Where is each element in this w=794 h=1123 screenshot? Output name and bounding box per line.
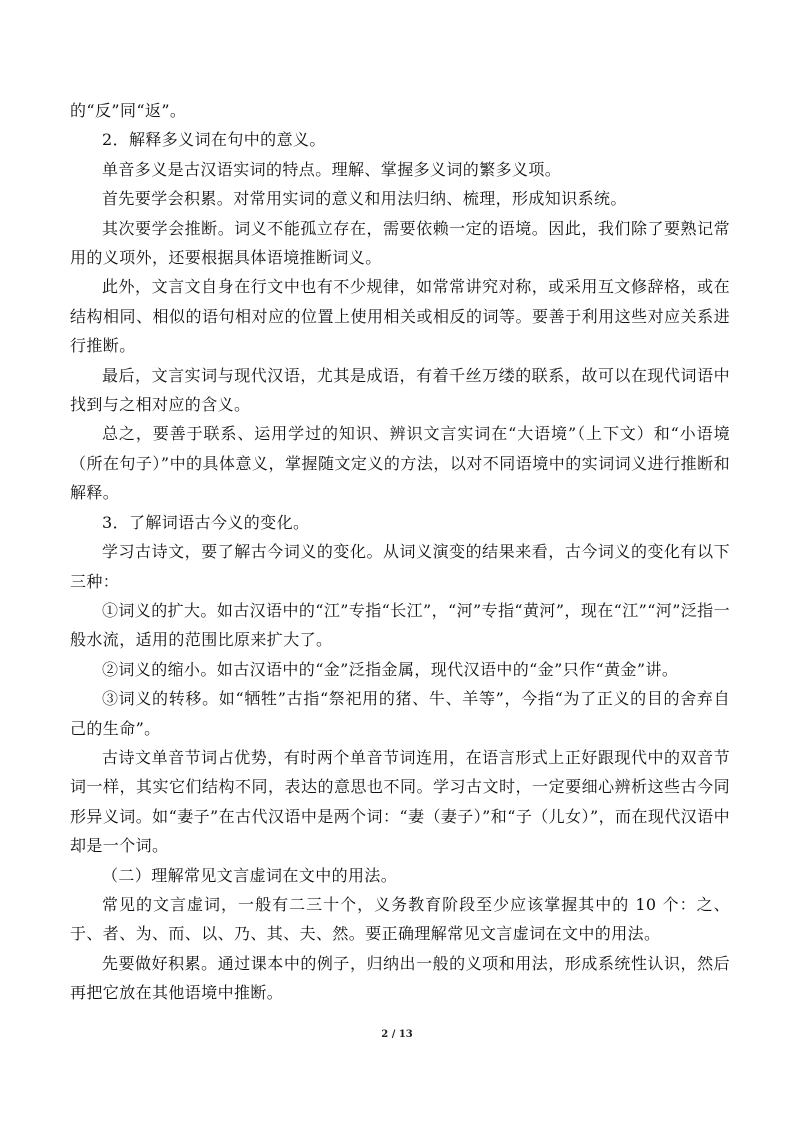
list-heading: 3．了解词语古今义的变化。 — [102, 512, 310, 532]
paragraph: 此外，文言文自身在行文中也有不少规律，如常常讲究对称，或采用互文修辞格，或在结构相同、相似的语句相对应的位置上使用相关或相反的词等。要善于利用这些对应关系进行推断。 — [70, 277, 730, 356]
paragraph: 其次要学会推断。词义不能孤立存在，需要依赖一定的语境。因此，我们除了要熟记常用的义项外，还要根据具体语境推断词义。 — [70, 218, 730, 268]
document-body — [70, 96, 730, 1008]
paragraph: 学习古诗文，要了解古今词义的变化。从词义演变的结果来看，古今词义的变化有以下三种： — [70, 542, 730, 591]
list-item: ①词义的扩大。如古汉语中的“江”专指“长江”，“河”专指“黄河”，现在“江”“河”泛指一般水流，适用的范围比原来扩大了。 — [70, 600, 730, 650]
paragraph: 首先要学会积累。对常用实词的意义和用法归纳、梳理，形成知识系统。 — [102, 189, 627, 209]
paragraph: 古诗文单音节词占优势，有时两个单音节词连用，在语言形式上正好跟现代中的双音节词一样，其实它们结构不同，表达的意思也不同。学习古文时，一定要细心辨析这些古今同形异义词。如“妻子”在古代汉语中是两个词：“妻（妻子）”和“子（儿女）”，而在现代汉语中却是一个词。 — [70, 747, 730, 856]
list-item: ②词义的缩小。如古汉语中的“金”泛指金属，现代汉语中的“金”只作“黄金”讲。 — [102, 659, 679, 679]
paragraph: 先要做好积累。通过课本中的例子，归纳出一般的义项和用法，形成系统性认识，然后再把它放在其他语境中推断。 — [70, 953, 730, 1003]
page-number: 2 / 13 — [381, 1029, 413, 1040]
paragraph: 的“反”同“返”。 — [70, 101, 187, 120]
paragraph: 常见的文言虚词，一般有二三十个，义务教育阶段至少应该掌握其中的 10 个：之、于、者、为、而、以、乃、其、夫、然。要正确理解常见文言虚词在文中的用法。 — [70, 894, 730, 944]
paragraph: 总之，要善于联系、运用学过的知识、辨识文言实词在“大语境”（上下文）和“小语境（所在句子）”中的具体意义，掌握随文定义的方法，以对不同语境中的实词词义进行推断和解释。 — [70, 424, 730, 503]
paragraph: 单音多义是古汉语实词的特点。理解、掌握多义词的繁多义项。 — [102, 159, 562, 179]
list-heading: 2．解释多义词在句中的意义。 — [102, 130, 326, 150]
paragraph: 最后，文言实词与现代汉语，尤其是成语，有着千丝万缕的联系，故可以在现代词语中找到与之相对应的含义。 — [70, 365, 730, 415]
list-item: ③词义的转移。如“牺牲”古指“祭祀用的猪、牛、羊等”，今指“为了正义的目的舍弃自己的生命”。 — [70, 689, 730, 738]
section-heading: （二）理解常见文言虚词在文中的用法。 — [102, 865, 398, 885]
